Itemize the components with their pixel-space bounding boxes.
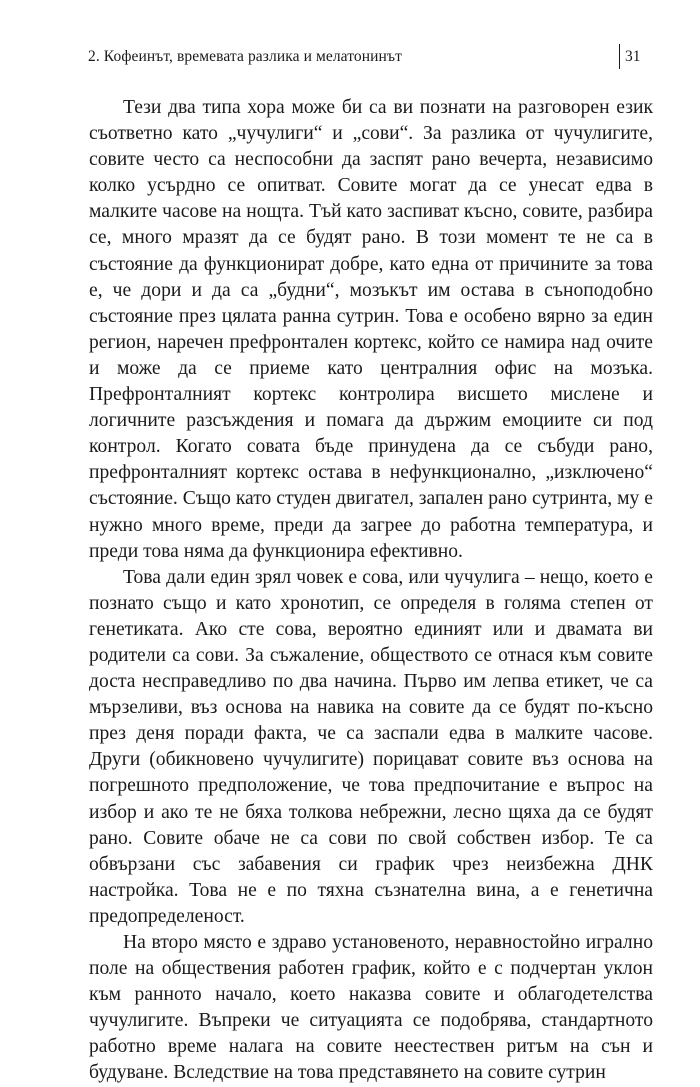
page-number: 31 [625, 48, 641, 65]
running-head [80, 44, 643, 72]
paragraph: Тези два типа хора може би са ви познати на разговорен език съответно като „чучулиги“ и „сови“. За разлика от чучулигите, совите често са неспособни да заспят рано вечерта, независимо колко усърдно се опитват. Совите могат да се унесат едва в малките часове на нощта. Тъй като заспиват късно, совите, разбира се, много мразят да се будят рано. В този момент те не са в състояние да функционират добре, като една от причините за това е, че дори и да са „будни“, мозъкът им остава в сънoподобно състояние през цялата ранна сутрин. Това е особено вярно за един регион, наречен префронтален кортекс, който се намира над очите и може да се приеме като централния офис на мозъка. Префронталният кортекс контролира висшето мислене и логичните разсъждения и помага да държим емоциите си под контрол. Когато совата бъде принудена да се събуди рано, префронталният кортекс остава в нефункционално, „изключено“ състояние. Също като студен двигател, запален рано сутринта, му е нужно много време, преди да загрее до работна температура, и преди това няма да функционира ефективно. [89, 97, 653, 562]
page-number-divider [619, 44, 620, 69]
chapter-title: 2. Кофеинът, времевата разлика и мелатонинът [88, 48, 402, 65]
paragraph: На второ място е здраво установеното, неравностойно игрално поле на обществения работен график, който е с подчертан уклон към ранното начало, което наказва совите и облагодетелства чучулигите. Въпреки че ситуацията се подобрява, стандартното работно време налага на совите неестествен ритъм на сън и будуване. Вследствие на това представянето на совите сутрин [89, 932, 653, 1084]
paragraph: Това дали един зрял човек е сова, или чучулига – нещо, което е познато също и като хронотип, се определя в голяма степен от генетиката. Ако сте сова, вероятно единият или и двамата ви родители са сови. За съжаление, обществото се отнася към совите доста несправедливо по два начина. Първо им лепва етикет, че са мързеливи, въз основа на навика на совите да се будят по-късно през деня поради факта, че са заспали едва в малките часове. Други (обикновено чучулигите) порицават совите въз основа на погрешното предположение, че това предпочитание е въпрос на избор и ако те не бяха толкова небрежни, лесно щяха да се будят рано. Совите обаче не са сови по свой собствен избор. Те са обвързани със забавения си график чрез неизбежна ДНК настройка. Това не е по тяхна съзнателна вина, а е генетична предопределеност. [89, 566, 653, 927]
body-text [89, 95, 653, 1087]
